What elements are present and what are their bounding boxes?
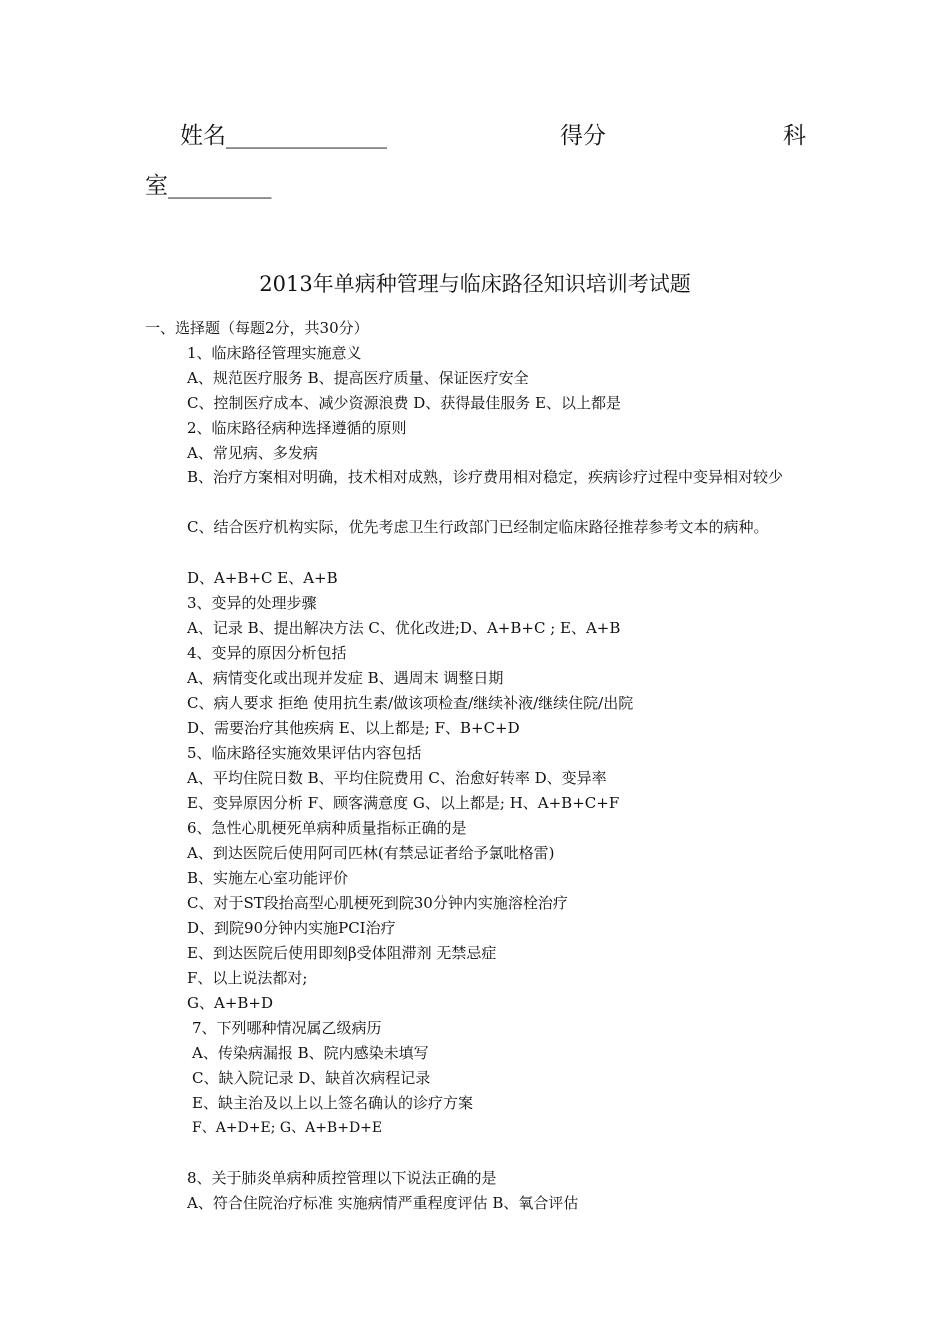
question-2-option-b: B、治疗方案相对明确，技术相对成熟，诊疗费用相对稳定，疾病诊疗过程中变异相对较少 bbox=[187, 468, 784, 486]
question-1-options-ab: A、规范医疗服务 B、提高医疗质量、保证医疗安全 bbox=[187, 369, 529, 387]
question-6-option-a: A、到达医院后使用阿司匹林(有禁忌证者给予氯吡格雷) bbox=[187, 844, 555, 862]
section-heading: 一、选择题（每题2分，共30分） bbox=[145, 319, 369, 337]
question-3-stem: 3、变异的处理步骤 bbox=[187, 594, 317, 612]
question-1-options-cde: C、控制医疗成本、减少资源浪费 D、获得最佳服务 E、以上都是 bbox=[187, 394, 621, 412]
question-4-options-def: D、需要治疗其他疾病 E、以上都是; F、B+C+D bbox=[187, 719, 520, 737]
question-4-option-c: C、病人要求 拒绝 使用抗生素/做该项检查/继续补液/继续住院/出院 bbox=[187, 694, 634, 712]
question-6-option-e: E、到达医院后使用即刻β受体阻滞剂 无禁忌症 bbox=[187, 944, 497, 962]
question-6-stem: 6、急性心肌梗死单病种质量指标正确的是 bbox=[187, 819, 467, 837]
score-label: 得分 bbox=[560, 123, 606, 149]
question-7-options-fg: F、A+D+E; G、A+B+D+E bbox=[192, 1120, 383, 1136]
question-7-options-cd: C、缺入院记录 D、缺首次病程记录 bbox=[192, 1069, 431, 1087]
question-6-option-c: C、对于ST段抬高型心肌梗死到院30分钟内实施溶栓治疗 bbox=[187, 894, 568, 912]
question-5-options-abcd: A、平均住院日数 B、平均住院费用 C、治愈好转率 D、变异率 bbox=[187, 769, 607, 787]
question-4-options-ab: A、病情变化或出现并发症 B、遇周末 调整日期 bbox=[187, 669, 504, 687]
question-2-options-de: D、A+B+C E、A+B bbox=[187, 569, 338, 587]
question-1-stem: 1、临床路径管理实施意义 bbox=[187, 344, 362, 362]
department-label-part1: 科 bbox=[783, 123, 806, 149]
question-6-option-g: G、A+B+D bbox=[187, 994, 274, 1012]
question-2-option-a: A、常见病、多发病 bbox=[187, 444, 318, 462]
question-7-option-e: E、缺主治及以上以上签名确认的诊疗方案 bbox=[192, 1094, 473, 1112]
question-5-options-efgh: E、变异原因分析 F、顾客满意度 G、以上都是; H、A+B+C+F bbox=[187, 794, 620, 812]
question-8-options-ab: A、符合住院治疗标准 实施病情严重程度评估 B、氧合评估 bbox=[187, 1194, 579, 1212]
question-6-option-f: F、以上说法都对; bbox=[187, 969, 308, 987]
question-6-option-d: D、到院90分钟内实施PCI治疗 bbox=[187, 919, 396, 937]
question-7-stem: 7、下列哪种情况属乙级病历 bbox=[192, 1019, 382, 1037]
question-8-stem: 8、关于肺炎单病种质控管理以下说法正确的是 bbox=[187, 1169, 497, 1187]
name-field-label: 姓名______________ bbox=[180, 123, 387, 149]
question-5-stem: 5、临床路径实施效果评估内容包括 bbox=[187, 744, 422, 762]
exam-title: 2013年单病种管理与临床路径知识培训考试题 bbox=[259, 272, 691, 296]
question-7-options-ab: A、传染病漏报 B、院内感染未填写 bbox=[192, 1044, 429, 1062]
question-2-option-c: C、结合医疗机构实际，优先考虑卫生行政部门已经制定临床路径推荐参考文本的病种。 bbox=[187, 518, 769, 536]
question-3-options: A、记录 B、提出解决方法 C、优化改进;D、A+B+C ; E、A+B bbox=[187, 619, 621, 637]
question-4-stem: 4、变异的原因分析包括 bbox=[187, 644, 347, 662]
question-2-stem: 2、临床路径病种选择遵循的原则 bbox=[187, 419, 407, 437]
department-label-part2: 室_________ bbox=[145, 173, 272, 199]
question-6-option-b: B、实施左心室功能评价 bbox=[187, 869, 349, 887]
